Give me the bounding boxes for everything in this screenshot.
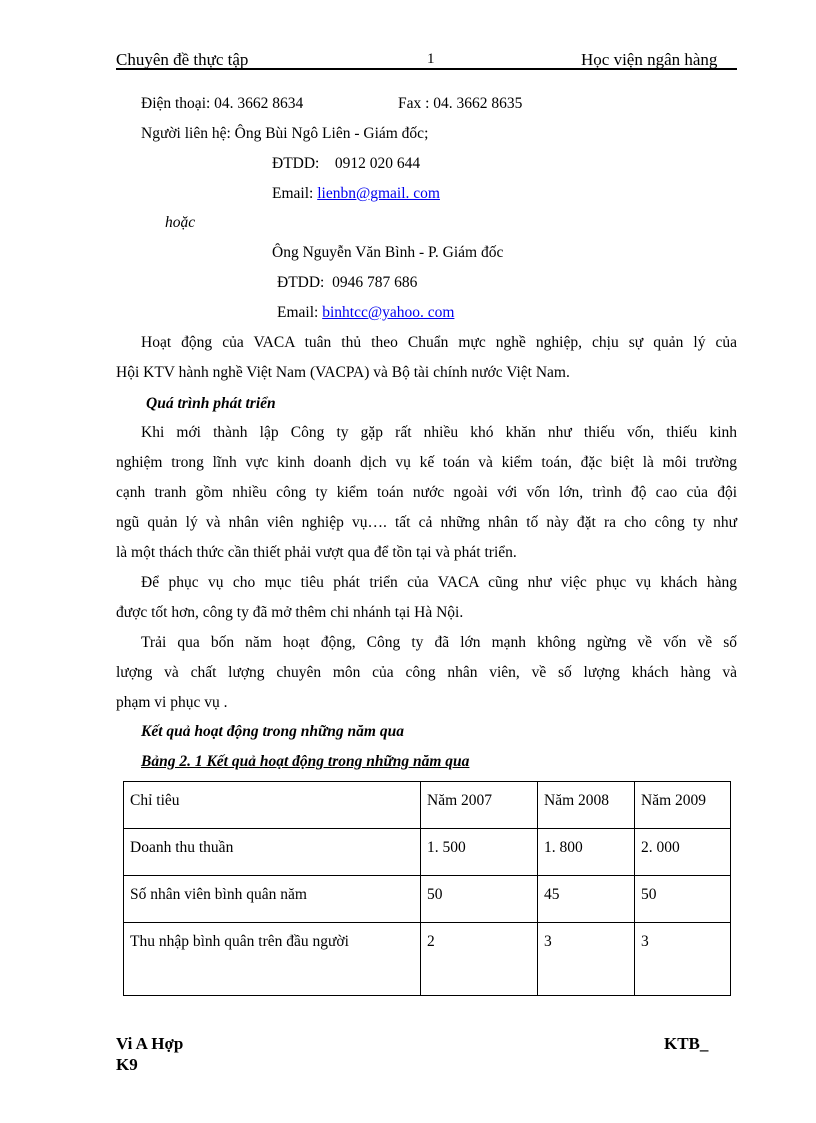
growth-paragraph-line-2: lượng và chất lượng chuyên môn của công nhân viên, về số lượng khách hàng và — [116, 664, 737, 681]
results-heading: Kết quả hoạt động trong những năm qua — [141, 723, 404, 740]
table-header-cell: Năm 2009 — [635, 782, 731, 829]
mobile-line-2: ĐTDD: 0946 787 686 — [277, 274, 418, 291]
table-cell: Thu nhập bình quân trên đầu người — [124, 923, 421, 996]
mobile-line-1: ĐTDD: 0912 020 644 — [272, 155, 421, 172]
contact-person-line: Người liên hệ: Ông Bùi Ngô Liên - Giám đốc; — [141, 125, 429, 142]
phone-line: Điện thoại: 04. 3662 8634 — [141, 95, 304, 112]
vaca-paragraph-line-2: Hội KTV hành nghề Việt Nam (VACPA) và Bộ tài chính nước Việt Nam. — [116, 364, 570, 381]
email-label-2: Email: — [277, 304, 323, 321]
header-rule — [116, 68, 737, 70]
or-text: hoặc — [165, 214, 196, 231]
footer-class-code: KTB_ — [664, 1034, 709, 1053]
development-heading: Quá trình phát triển — [146, 395, 276, 412]
table-row — [124, 829, 731, 876]
email-label-1: Email: — [272, 185, 318, 202]
table-cell: 3 — [635, 923, 731, 996]
email-link-1[interactable]: lienbn@gmail. com — [317, 185, 440, 202]
table-row — [124, 876, 731, 923]
table-cell: 1. 800 — [538, 829, 635, 876]
growth-paragraph-line-3: phạm vi phục vụ . — [116, 694, 228, 711]
header-left-title: Chuyên đề thực tập — [116, 50, 249, 69]
second-contact-person: Ông Nguyễn Văn Bình - P. Giám đốc — [272, 244, 504, 261]
footer-author-cohort: K9 — [116, 1055, 138, 1074]
email-line-2 — [277, 304, 454, 322]
start-paragraph-line-2: nghiệm trong lĩnh vực kinh doanh dịch vụ kế toán và kiểm toán, đặc biệt là môi trường — [116, 454, 737, 471]
fax-line: Fax : 04. 3662 8635 — [398, 95, 523, 112]
service-paragraph-line-2: được tốt hơn, công ty đã mở thêm chi nhánh tại Hà Nội. — [116, 604, 464, 621]
table-cell: 50 — [421, 876, 538, 923]
start-paragraph-line-3: cạnh tranh gồm nhiều công ty kiểm toán nước ngoài với vốn lớn, trình độ cao của đội — [116, 484, 737, 501]
table-cell: 1. 500 — [421, 829, 538, 876]
table-caption: Bảng 2. 1 Kết quả hoạt động trong những năm qua — [141, 753, 470, 770]
table-cell: Doanh thu thuần — [124, 829, 421, 876]
service-paragraph-line-1: Để phục vụ cho mục tiêu phát triển của VACA cũng như việc phục vụ khách hàng — [141, 574, 737, 591]
table-header-cell: Chỉ tiêu — [124, 782, 421, 829]
start-paragraph-line-5: là một thách thức cần thiết phải vượt qua để tồn tại và phát triển. — [116, 544, 517, 561]
results-table — [123, 781, 731, 996]
start-paragraph-line-4: ngũ quản lý và nhân viên nghiệp vụ…. tất cả những nhân tố này đặt ra cho công ty như — [116, 514, 737, 531]
growth-paragraph-line-1: Trải qua bốn năm hoạt động, Công ty đã lớn mạnh không ngừng về vốn về số — [141, 634, 737, 651]
table-cell: 50 — [635, 876, 731, 923]
footer-author-name: Vi A Hợp — [116, 1034, 184, 1053]
table-header-row — [124, 782, 731, 829]
table-row — [124, 923, 731, 996]
header-right-title: Học viện ngân hàng — [581, 50, 718, 69]
start-paragraph-line-1: Khi mới thành lập Công ty gặp rất nhiều khó khăn như thiếu vốn, thiếu kinh — [141, 424, 737, 441]
table-cell: 45 — [538, 876, 635, 923]
table-cell: 3 — [538, 923, 635, 996]
table-cell: Số nhân viên bình quân năm — [124, 876, 421, 923]
table-cell: 2. 000 — [635, 829, 731, 876]
table-cell: 2 — [421, 923, 538, 996]
table-header-cell: Năm 2007 — [421, 782, 538, 829]
email-line-1 — [272, 185, 440, 203]
table-header-cell: Năm 2008 — [538, 782, 635, 829]
page-number: 1 — [427, 51, 435, 67]
email-link-2[interactable]: binhtcc@yahoo. com — [322, 304, 455, 321]
vaca-paragraph-line-1: Hoạt động của VACA tuân thủ theo Chuẩn mực nghề nghiệp, chịu sự quản lý của — [141, 334, 737, 351]
